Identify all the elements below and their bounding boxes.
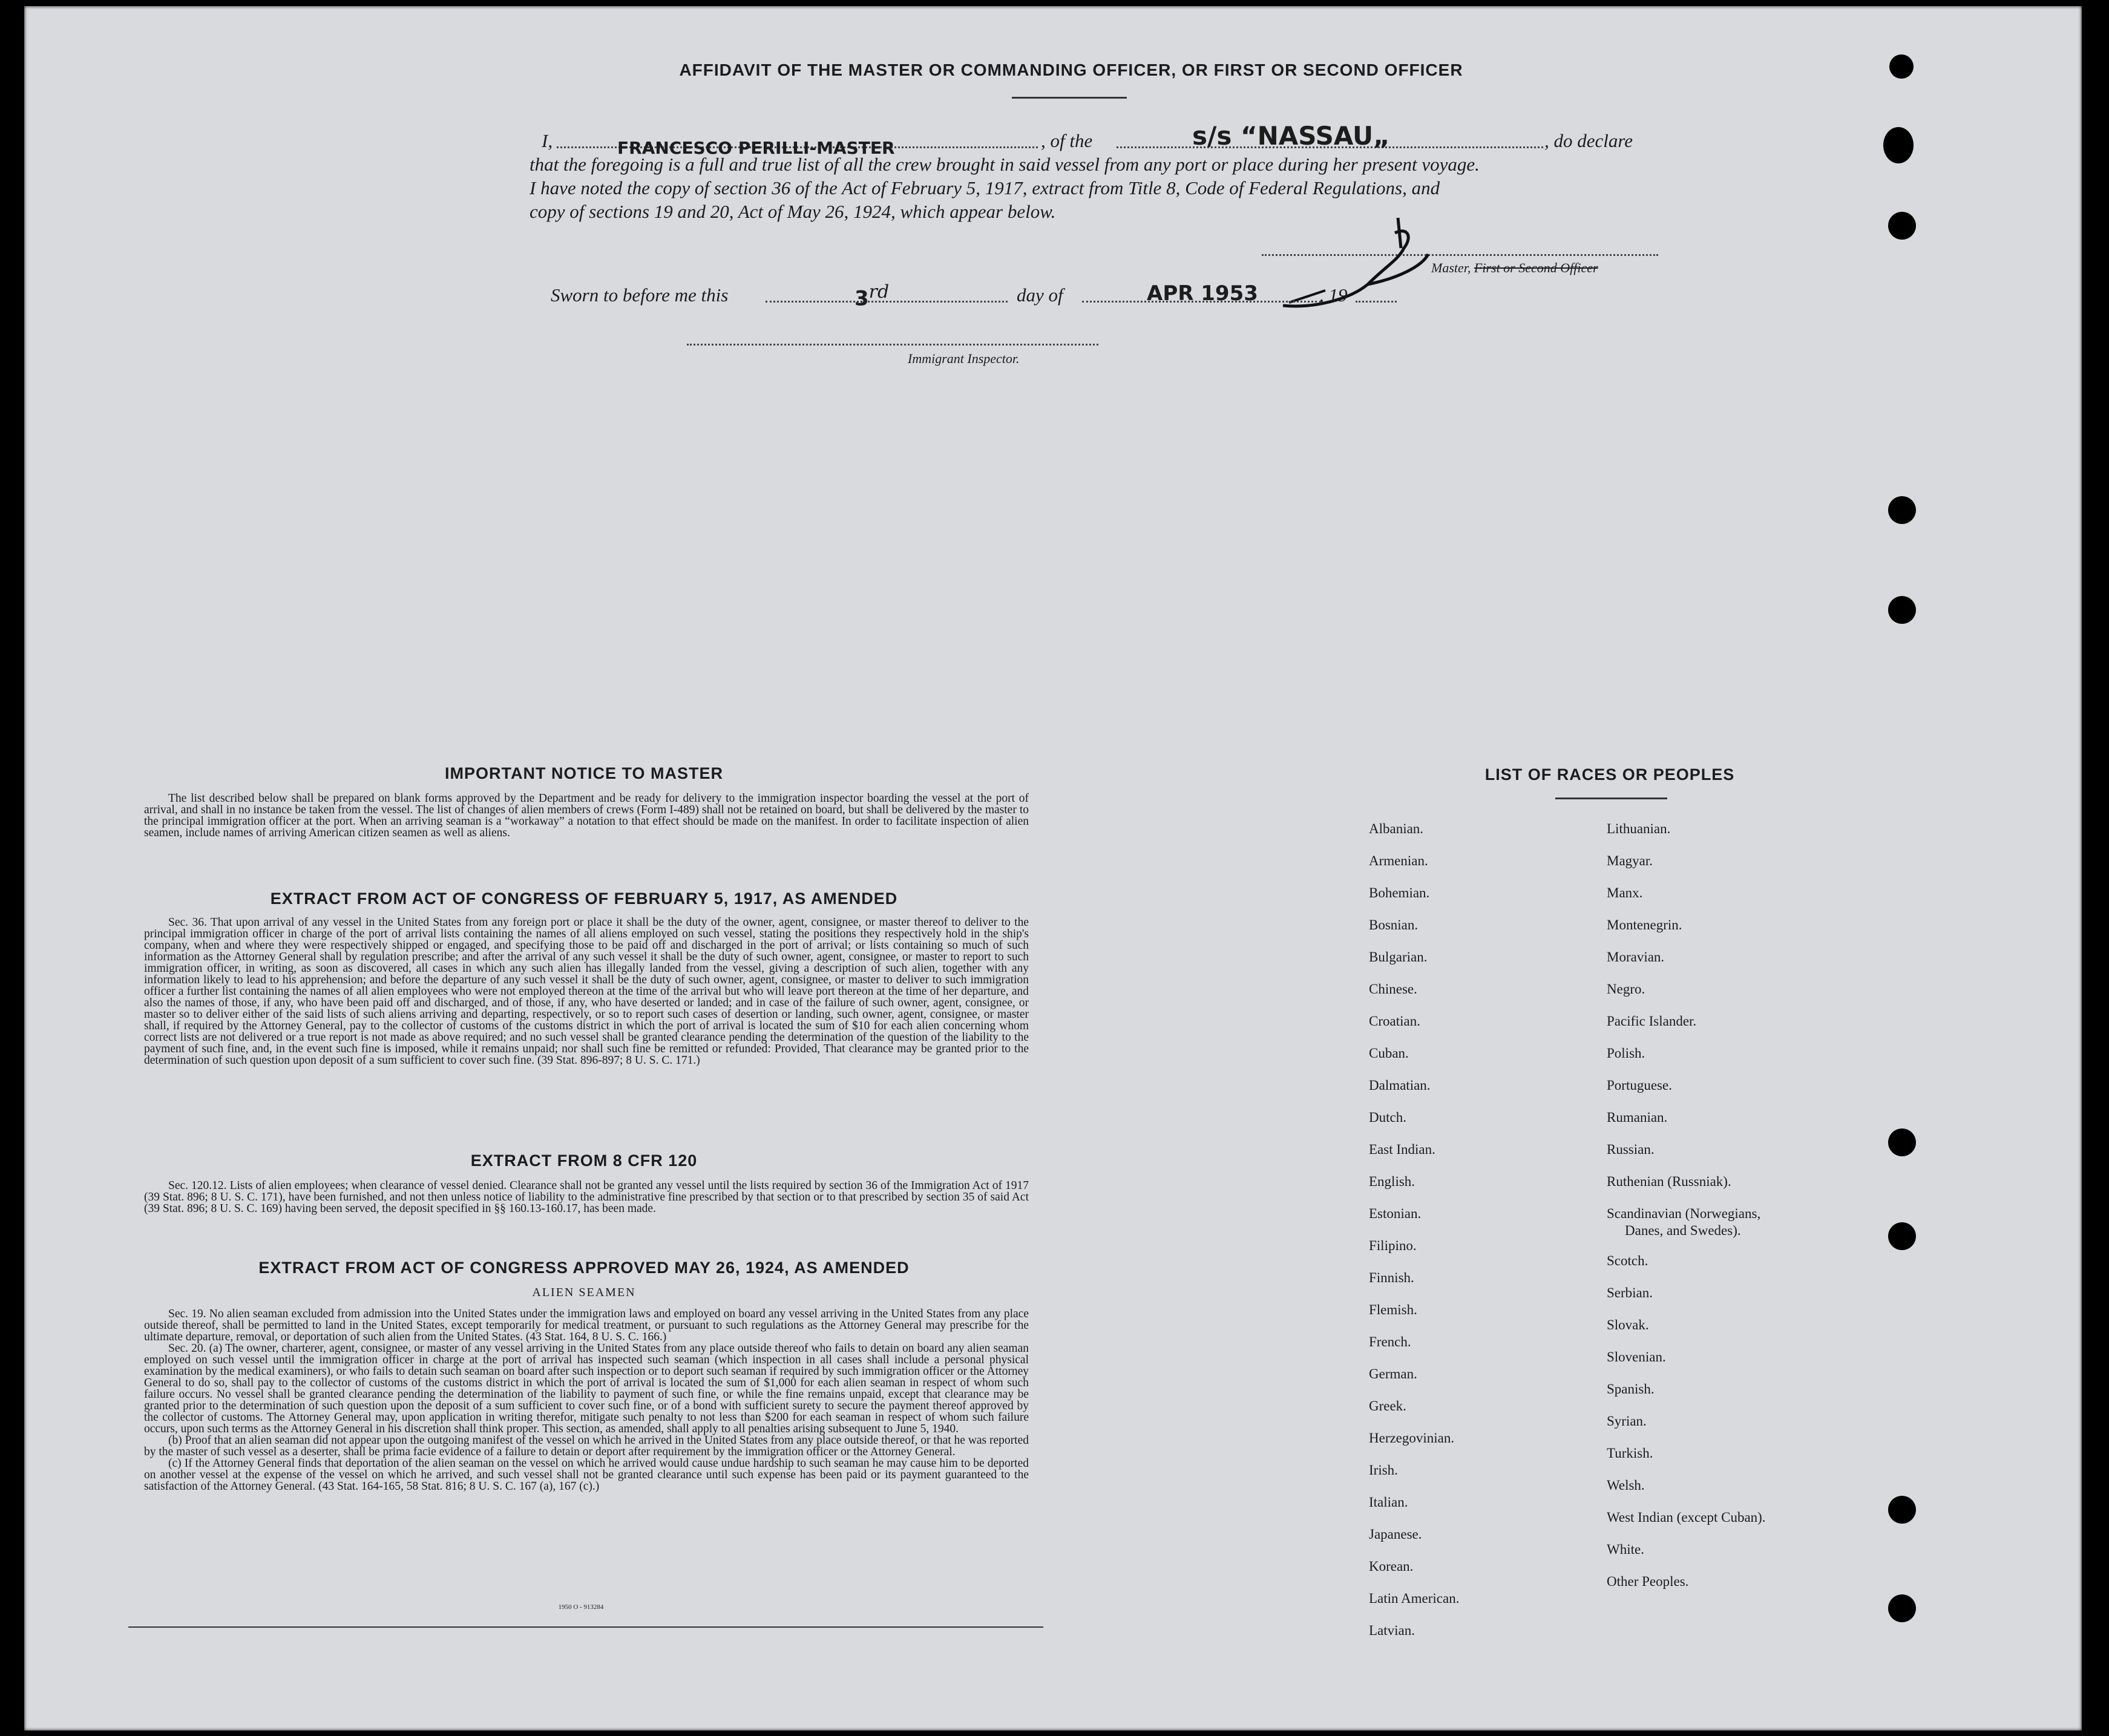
race-item: Dalmatian. xyxy=(1369,1078,1431,1093)
punch-hole xyxy=(1888,1128,1916,1156)
affidavit-title: AFFIDAVIT OF THE MASTER OR COMMANDING OFFICER, OR FIRST OR SECOND OFFICER xyxy=(679,61,1463,79)
year-label: , 19 xyxy=(1319,284,1348,306)
affidavit-line-4: copy of sections 19 and 20, Act of May 26, 1924, which appear below. xyxy=(530,201,1056,222)
master-signature xyxy=(1277,212,1446,315)
race-item: Bohemian. xyxy=(1369,885,1430,900)
extract-cfr-title: EXTRACT FROM 8 CFR 120 xyxy=(470,1151,698,1170)
race-item: Croatian. xyxy=(1369,1014,1420,1029)
race-item: Japanese. xyxy=(1369,1527,1422,1542)
race-item: Slovak. xyxy=(1607,1317,1649,1332)
sec-20c-text: (c) If the Attorney General finds that deportation of the alien seaman on the vessel on which he arrived would cause undue hardship to such seaman he may cause him to be deported on another vessel at the expense of the vessel on which he arrived, and such vessel shall not be granted clearance until such expense has been paid or its payment guaranteed to the satisfaction of the Attorney General. (43 Stat. 164-165, 58 Stat. 816; 8 U. S. C. 167 (a), 167 (c).) xyxy=(144,1457,1029,1493)
race-item: Pacific Islander. xyxy=(1607,1014,1697,1029)
inspector-line xyxy=(687,344,1098,346)
race-item: Korean. xyxy=(1369,1559,1414,1574)
vessel-name: s/s “NASSAU„ xyxy=(1192,121,1390,151)
race-item: Polish. xyxy=(1607,1046,1645,1061)
race-item: Russian. xyxy=(1607,1142,1655,1157)
sec-19-text: Sec. 19. No alien seaman excluded from admission into the United States under the immigration laws and employed on board any vessel arriving in the United States from any place outside thereof, shall be permitted to land in the United States, except temporarily for medical treatment, or pursuant to such regulations as the Attorney General may prescribe for the ultimate departure, removal, or deportation of such alien from the United States. (43 Stat. 164, 8 U. S. C. 166.) xyxy=(144,1308,1029,1343)
extract-1924-subtitle: ALIEN SEAMEN xyxy=(532,1286,636,1299)
races-divider xyxy=(1555,798,1667,799)
race-item: Welsh. xyxy=(1607,1478,1645,1493)
race-item: Rumanian. xyxy=(1607,1110,1668,1125)
race-item: Finnish. xyxy=(1369,1270,1414,1285)
race-item: White. xyxy=(1607,1542,1644,1557)
sworn-day xyxy=(854,281,889,310)
race-item: Scandinavian (Norwegians, xyxy=(1607,1206,1761,1221)
race-item: Estonian. xyxy=(1369,1206,1422,1221)
race-item: Greek. xyxy=(1369,1398,1406,1413)
year-line xyxy=(1356,301,1397,303)
race-item: Negro. xyxy=(1607,981,1645,997)
master-label-a: Master, xyxy=(1431,260,1471,275)
race-item: Herzegovinian. xyxy=(1369,1430,1455,1446)
punch-hole xyxy=(1888,1594,1916,1622)
race-item: Slovenian. xyxy=(1607,1349,1666,1364)
race-item: Moravian. xyxy=(1607,949,1665,965)
race-item: Armenian. xyxy=(1369,853,1428,868)
race-item: East Indian. xyxy=(1369,1142,1435,1157)
affidavit-i: I, xyxy=(542,130,553,151)
race-item: Albanian. xyxy=(1369,821,1424,836)
race-item: Dutch. xyxy=(1369,1110,1406,1125)
master-name: FRANCESCO PERILLI-MASTER xyxy=(617,138,895,158)
race-item: Italian. xyxy=(1369,1495,1408,1510)
sworn-date: APR 1953 xyxy=(1147,281,1258,306)
master-label xyxy=(1431,260,1598,276)
punch-hole xyxy=(1883,127,1914,163)
race-item: Irish. xyxy=(1369,1462,1398,1478)
race-item: Turkish. xyxy=(1607,1446,1653,1461)
race-item: Serbian. xyxy=(1607,1285,1653,1300)
bottom-rule xyxy=(128,1626,1043,1628)
print-code: 1950 O - 913284 xyxy=(558,1603,604,1611)
extract-1917-text: Sec. 36. That upon arrival of any vessel in the United States from any foreign port or place it shall be the duty of the owner, agent, consignee, or master thereof to deliver to the principal immigration officer in charge of the port of arrival lists containing the names of all aliens employed on such vessel, stating the positions they respectively hold in the ship's company, when and where they were respectively shipped or engaged, and specifying those to be paid off and discharged in the port of arrival; or lists containing so much of such information as the Attorney General shall by regulation prescribe; and after the arrival of any such vessel it shall be the duty of such owner, agent, consignee, or master to report to such immigration officer, in writing, as soon as discovered, all cases in which any such alien has illegally landed from the vessel, giving a description of such alien, together with any information likely to lead to his apprehension; and before the departure of any such vessel it shall be the duty of such owner, agent, consignee, or master to deliver to such immigration officer a further list containing the names of all alien employees who were not employed thereon at the time of the arrival but who will leave port thereon at the time of her departure, and also the names of those, if any, who have been paid off and discharged, and of those, if any, who have deserted or landed; and in case of the failure of such owner, agent, consignee, or master so to deliver either of the said lists of such aliens arriving and departing, respectively, or so to report such cases of desertion or landing, such owner, agent, consignee, or master shall, if required by the Attorney General, pay to the collector of customs of the customs district in which the port of arrival is located the sum of $10 for each alien concerning whom correct lists are not delivered or a true report is not made as above required; and no such vessel shall be granted clearance pending the determination of the question of the liability to the payment of such fine, and, in the event such fine is imposed, while it remains unpaid; nor shall such fine be remitted or refunded: Provided, That clearance may be granted prior to the determination of such question upon deposit of a sum sufficient to cover such fine. (39 Stat. 896-897; 8 U. S. C. 171.) xyxy=(144,916,1029,1067)
master-label-b: First or Second Officer xyxy=(1474,260,1598,275)
race-item: German. xyxy=(1369,1366,1417,1381)
race-item: Ruthenian (Russniak). xyxy=(1607,1174,1731,1189)
punch-hole xyxy=(1889,54,1914,79)
extract-1924-title: EXTRACT FROM ACT OF CONGRESS APPROVED MAY 26, 1924, AS AMENDED xyxy=(258,1259,910,1277)
notice-title: IMPORTANT NOTICE TO MASTER xyxy=(445,764,723,782)
race-item: Cuban. xyxy=(1369,1046,1409,1061)
race-item: Spanish. xyxy=(1607,1381,1655,1397)
document-page xyxy=(24,6,2082,1731)
race-item: Filipino. xyxy=(1369,1238,1417,1253)
extract-cfr-text: Sec. 120.12. Lists of alien employees; when clearance of vessel denied. Clearance shall not be granted any vessel until the lists required by section 36 of the Immigration Act of 1917 (39 Stat. 896; 8 U. S. C. 171), have been furnished, and not then unless notice of liability to the administrative fine prescribed by that section or to that prescribed by section 35 of said Act (39 Stat. 896; 8 U. S. C. 169) having been served, the deposit specified in §§ 160.13-160.17, has been made. xyxy=(144,1179,1029,1215)
punch-hole xyxy=(1888,1496,1916,1524)
punch-hole xyxy=(1888,496,1916,524)
race-item: Latvian. xyxy=(1369,1623,1415,1638)
race-item: Montenegrin. xyxy=(1607,917,1682,932)
race-item: English. xyxy=(1369,1174,1415,1189)
notice-text: The list described below shall be prepared on blank forms approved by the Department and be ready for delivery to the immigration inspector boarding the vessel at the port of arrival, and shall in no instance be taken from the vessel. The list of changes of alien members of crews (Form I-489) shall not be retained on board, but shall be delivered by the master to the principal immigration officer at the port. When an arriving seaman is a “workaway” a notation to that effect should be made on the manifest. In order to facilitate inspection of alien seamen, include names of arriving American citizen seamen as well as aliens. xyxy=(144,792,1029,839)
extract-1924-body xyxy=(144,1308,1029,1492)
race-item: Danes, and Swedes). xyxy=(1625,1223,1741,1238)
punch-hole xyxy=(1888,596,1916,624)
race-item: Manx. xyxy=(1607,885,1643,900)
race-item: West Indian (except Cuban). xyxy=(1607,1510,1766,1525)
sworn-day-number: 3 xyxy=(854,286,869,311)
sec-20a-text: Sec. 20. (a) The owner, charterer, agent, consignee, or master of any vessel arriving in the United States from any place outside thereof who fails to detain on board any alien seaman employed on such vessel until the immigration officer in charge at the port of arrival has inspected such seaman (which inspection in all cases shall include a personal physical examination by the medical examiners), or who fails to detain such seaman on board after such inspection or to deport such seaman if required by such immigration officer or the Attorney General to do so, shall pay to the collector of customs of the customs district in which the port of arrival is located the sum of $1,000 for each alien seaman in respect of whom such failure occurs. No vessel shall be granted clearance pending the determination of the liability to payment of such fine, or while the fine remains unpaid, except that clearance may be granted prior to the determination of such question upon the deposit of a sum sufficient to cover such fine, or of a bond with sufficient surety to secure the payment thereof approved by the collector of customs. The Attorney General may, upon application in writing therefor, mitigate such penalty to not less than $200 for each seaman in respect of whom such failure occurs, upon such terms as the Attorney General in his discretion shall think proper. This section, as amended, shall apply to all penalties arising subsequent to June 5, 1940. xyxy=(144,1342,1029,1435)
races-title: LIST OF RACES OR PEOPLES xyxy=(1484,765,1735,784)
race-item: Syrian. xyxy=(1607,1413,1647,1429)
race-item: Bosnian. xyxy=(1369,917,1419,932)
affidavit-line-3: I have noted the copy of section 36 of the Act of February 5, 1917, extract from Title 8, Code of Federal Regulations, and xyxy=(530,177,1440,198)
race-item: Chinese. xyxy=(1369,981,1417,997)
inspector-label: Immigrant Inspector. xyxy=(908,351,1020,366)
punch-hole xyxy=(1888,1222,1916,1250)
race-item: Bulgarian. xyxy=(1369,949,1428,965)
day-of-label: day of xyxy=(1017,284,1063,306)
race-item: Other Peoples. xyxy=(1607,1574,1689,1589)
affidavit-line-2: that the foregoing is a full and true list of all the crew brought in said vessel from any port or place during her present voyage. xyxy=(530,154,1480,175)
sec-20b-text: (b) Proof that an alien seaman did not appear upon the outgoing manifest of the vessel on which he arrived in the United States from any place outside thereof, or that he was reported by the master of such vessel as a deserter, shall be prima facie evidence of a failure to detain or deport after requirement by the immigration officer or the Attorney General. xyxy=(144,1434,1029,1458)
race-item: Flemish. xyxy=(1369,1302,1417,1317)
race-item: Lithuanian. xyxy=(1607,821,1671,836)
race-item: Portuguese. xyxy=(1607,1078,1672,1093)
sworn-day-suffix: rd xyxy=(868,281,890,303)
race-item: French. xyxy=(1369,1334,1411,1349)
extract-1917-title: EXTRACT FROM ACT OF CONGRESS OF FEBRUARY 5, 1917, AS AMENDED xyxy=(270,889,898,908)
race-item: Latin American. xyxy=(1369,1591,1460,1606)
affidavit-of-the: , of the xyxy=(1041,130,1093,151)
sworn-label: Sworn to before me this xyxy=(551,284,729,306)
divider xyxy=(1012,97,1127,99)
punch-hole xyxy=(1888,212,1916,240)
affidavit-do-declare: , do declare xyxy=(1544,130,1633,151)
race-item: Scotch. xyxy=(1607,1253,1648,1268)
race-item: Magyar. xyxy=(1607,853,1653,868)
